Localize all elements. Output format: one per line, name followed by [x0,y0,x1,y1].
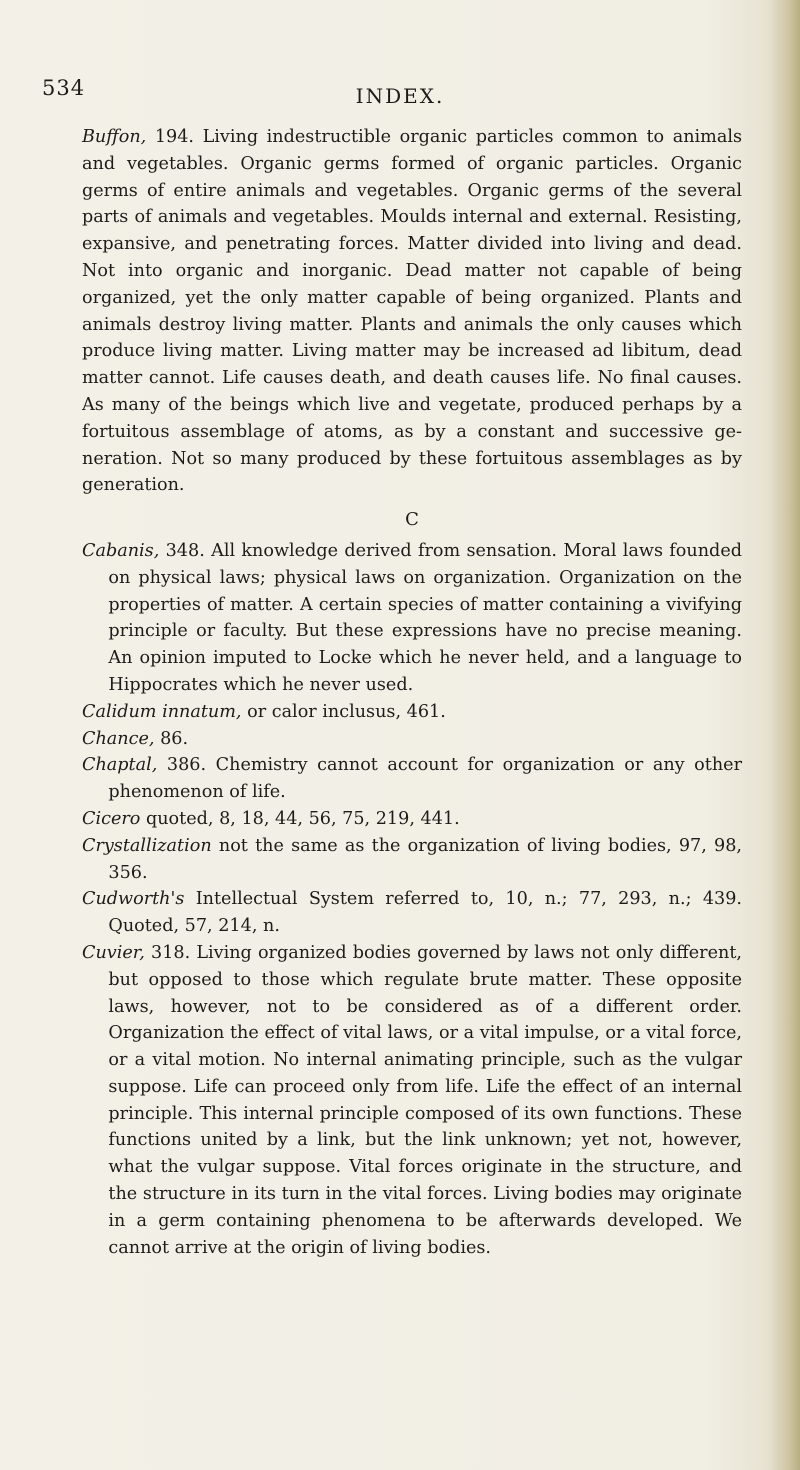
entry-text: 318. Living organized bodies governed by laws not only different, but opposed to those which regulate brute matter. These opposite laws, however, not to be considered as of a different order. Organization the effect of vital laws, or a vital impulse, or a vital force, or a vital motion. No internal animating principle, such as the vulgar suppose. Life can proceed only from life. Life the effect of an internal principle. This internal principle composed of its own functions. These functions united by a link, but the link unknown; yet not, however, what the vulgar suppose. Vital forces originate in the structure, and the structure in its turn in the vital forces. Living bodies may originate in a germ containing phenomena to be afterwards developed. We cannot arrive at the origin of living bodies. [108,942,742,1258]
index-entry-cicero [82,806,742,833]
entry-head: Cudworth's [82,889,185,910]
section-letter: C [405,509,419,531]
entry-head: Calidum innatum, [82,701,242,722]
entry-text: Intellectual System referred to, 10, n.; 77, 293, n.; 439. Quoted, 57, 214, n. [108,889,742,937]
index-entry-chance [82,726,742,753]
index-entry-cudworth [82,886,742,940]
entry-text: quoted, 8, 18, 44, 56, 75, 219, 441. [140,808,460,829]
running-head: INDEX. [355,84,445,108]
entry-text: 194. Living indestructible organic particles common to animals and vegetables. Organic germs formed of organic particles. Organic germs of entire animals and vegetables. Organic germs of the several parts of animals and vegetables. Moulds internal and external. Resisting, expansive, and penetrating forces. Matter divided into living and dead. Not into organic and inorganic. Dead matter not capable of being organized, yet the only matter capable of being organized. Plants and animals destroy living matter. Plants and animals the only causes which produce living matter. Living matter may be increased ad libitum, dead matter cannot. Life causes death, and death causes life. No final causes. As many of the beings which live and vegetate, produced perhaps by a fortuitous assemblage of atoms, as by a constant and successive generation. Not so many produced by these fortuitous assemblages as by generation. [82,127,742,496]
index-entry-chaptal [82,752,742,806]
entry-text: not the same as the organization of living bodies, 97, 98, 356. [108,835,742,883]
entry-head: Cuvier, [82,942,145,963]
index-body [82,124,742,1261]
entry-head: Buffon, [82,127,147,147]
index-entry-cuvier [82,940,742,1262]
index-entry-crystallization [82,833,742,887]
entry-head: Cabanis, [82,540,160,561]
index-entry-calidum [82,699,742,726]
entry-head: Chance, [82,728,155,749]
entry-head: Cicero [82,808,141,829]
entry-head: Crystallization [82,835,212,856]
entry-text: or calor inclusus, 461. [241,701,446,722]
page-gutter-shadow [770,0,800,1470]
entry-text: 386. Chemistry cannot account for organization or any other phenomenon of life. [108,755,742,803]
index-entry-cabanis [82,538,742,699]
page-number: 534 [42,76,86,100]
entry-head: Chaptal, [82,755,158,776]
index-entry-buffon [82,124,742,499]
entry-text: 86. [154,728,189,749]
entry-text: 348. All knowledge derived from sensation. Moral laws founded on physical laws; physical laws on organization. Organization on the properties of matter. A certain species of matter containing a vivifying principle or faculty. But these expressions have no precise meaning. An opinion imputed to Locke which he never held, and a language to Hippocrates which he never used. [108,540,742,695]
